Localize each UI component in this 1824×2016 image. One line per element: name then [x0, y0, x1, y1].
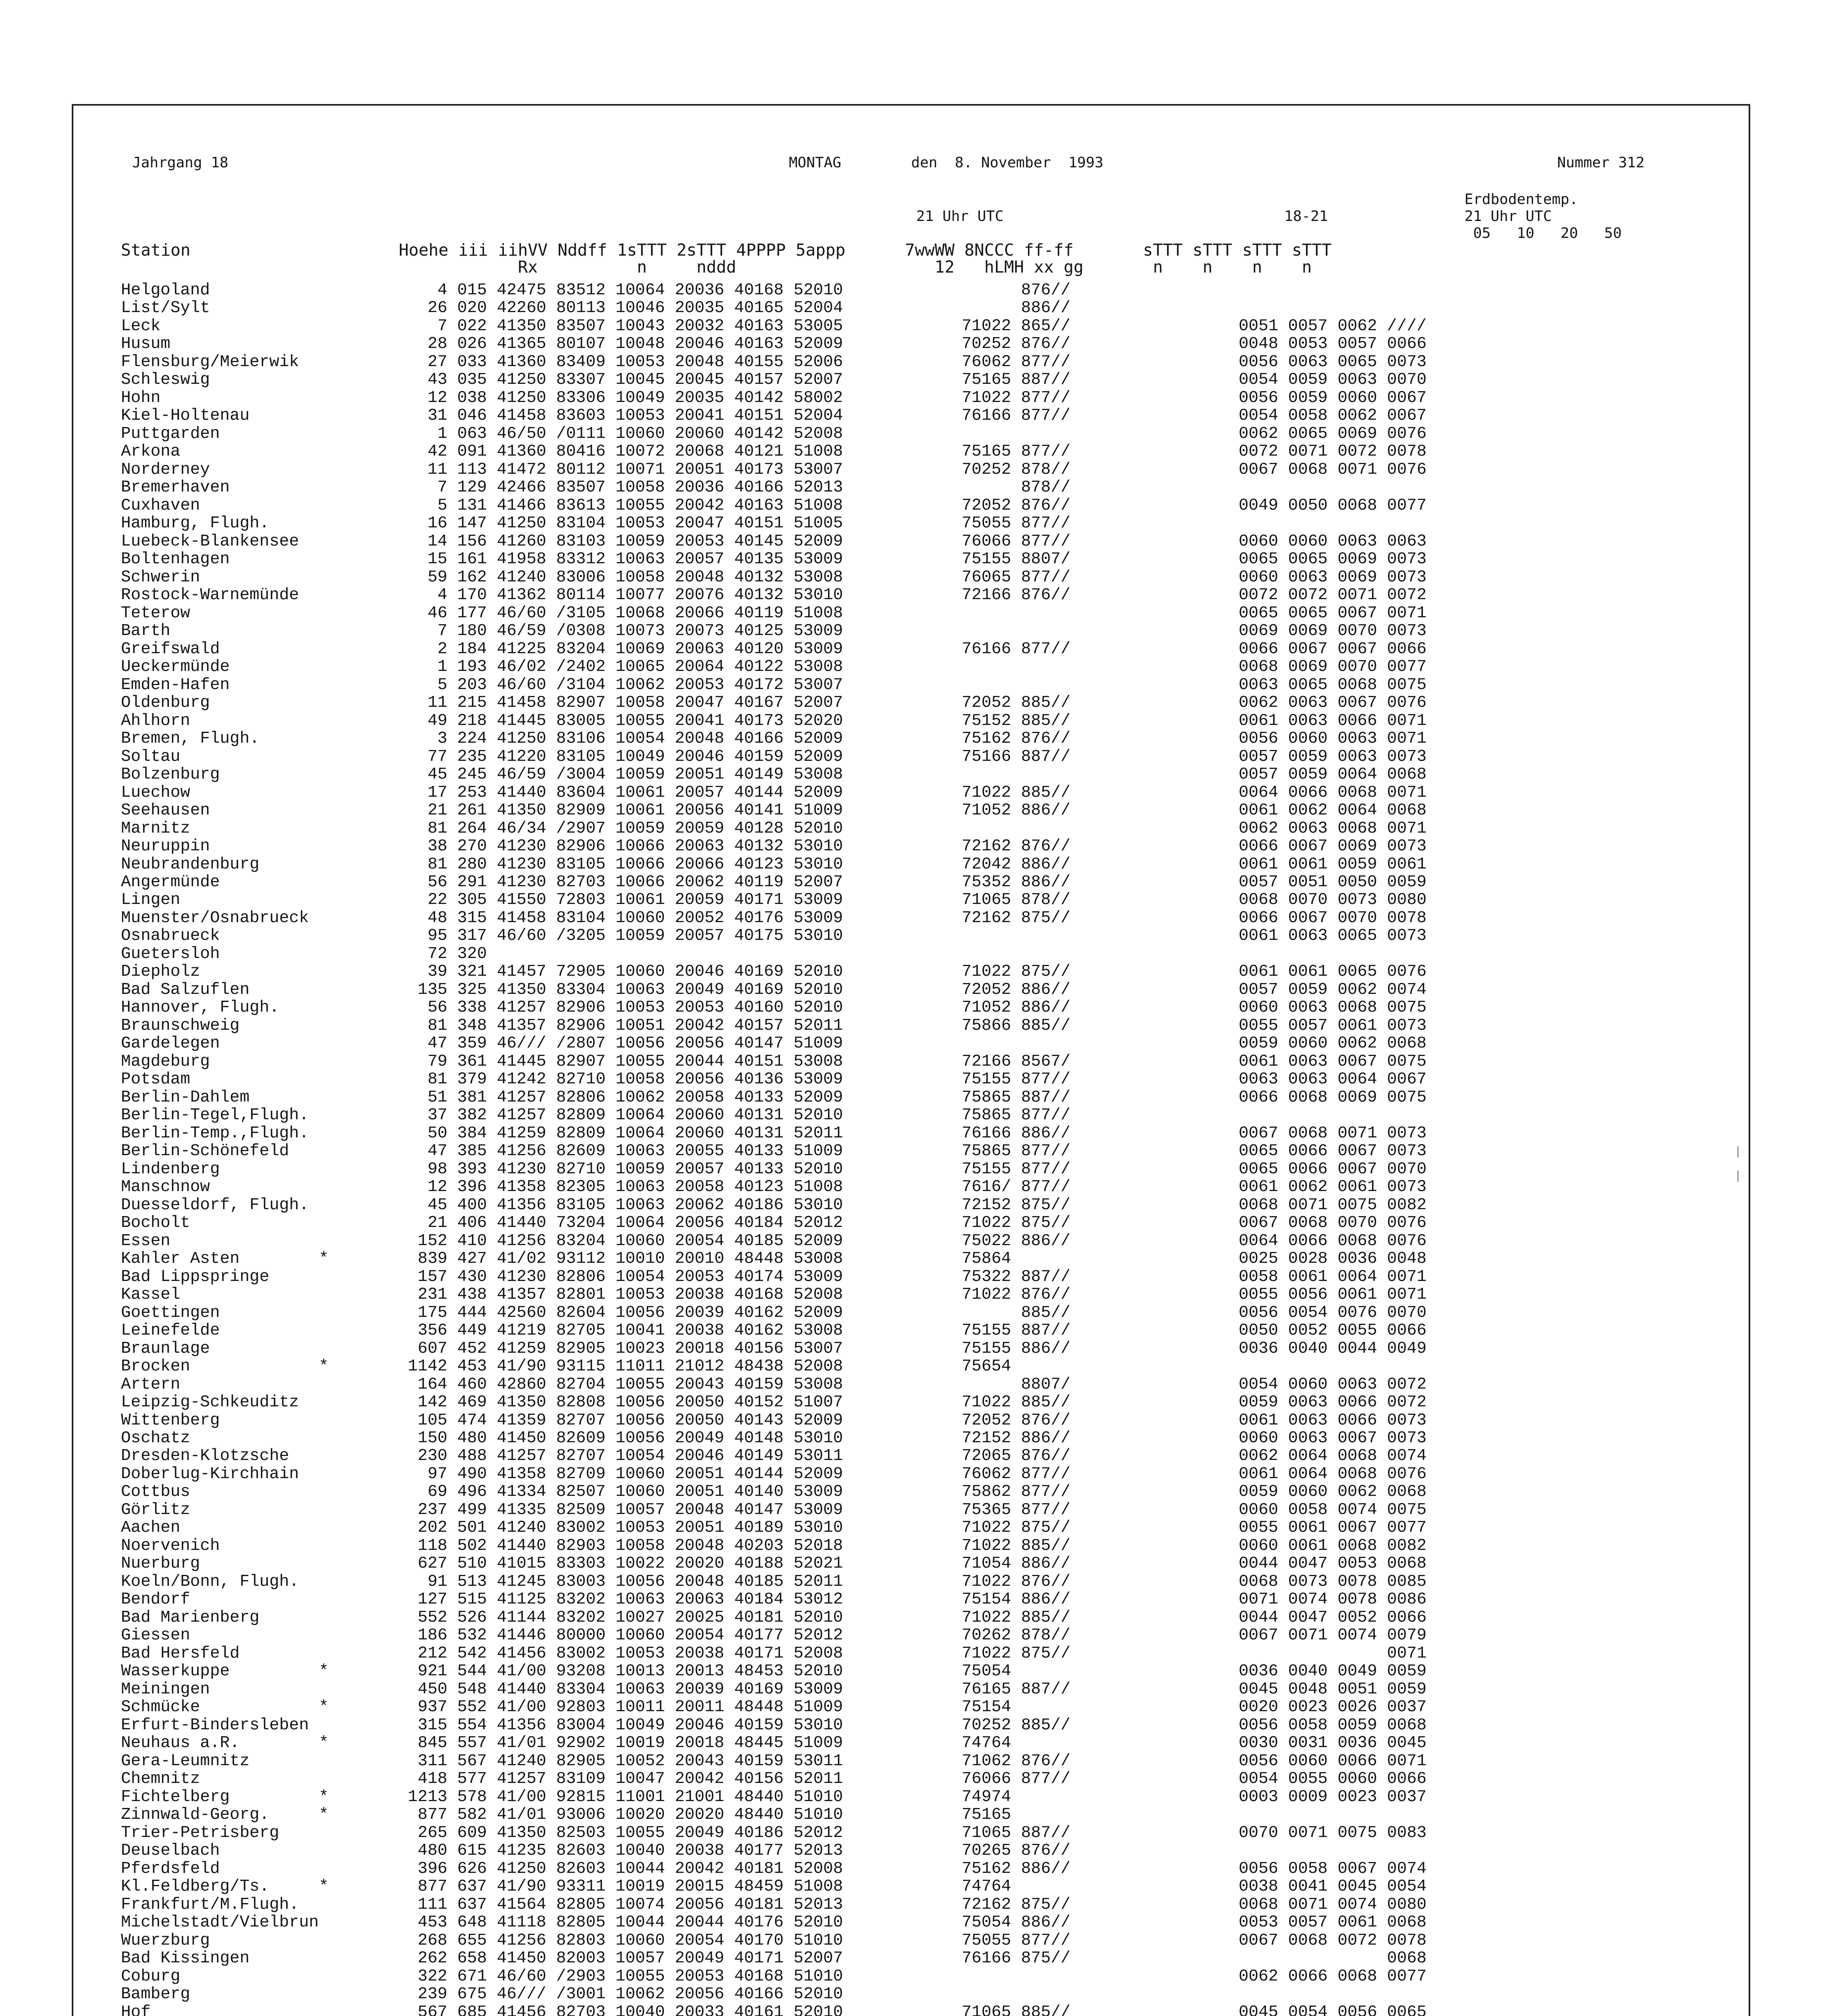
- station-row: Husum 28 026 41365 80107 10048 20046 40163 52009 70252 876// 0048 0053 0057 0066: [121, 335, 1427, 354]
- station-row: Artern 164 460 42860 82704 10055 20043 40159 53008 8807/ 0054 0060 0063 0072: [121, 1375, 1427, 1394]
- soil-temp-title: Erdbodentemp.: [1464, 191, 1578, 208]
- station-row: Neuhaus a.R. * 845 557 41/01 92902 10019 20018 48445 51009 74764 0030 0031 0036 0045: [121, 1734, 1427, 1753]
- station-row: Bremen, Flugh. 3 224 41250 83106 10054 20048 40166 52009 75162 876// 0056 0060 0063 0071: [121, 729, 1427, 748]
- station-row: Chemnitz 418 577 41257 83109 10047 20042 40156 52011 76066 877// 0054 0055 0060 0066: [121, 1770, 1427, 1789]
- station-row: Soltau 77 235 41220 83105 10049 20046 40159 52009 75166 887// 0057 0059 0063 0073: [121, 747, 1427, 766]
- station-row: Wasserkuppe * 921 544 41/00 93208 10013 20013 48453 52010 75054 0036 0040 0049 0059: [121, 1662, 1427, 1681]
- station-row: Kiel-Holtenau 31 046 41458 83603 10053 20041 40151 52004 76166 877// 0054 0058 0062 0067: [121, 406, 1427, 425]
- station-row: Osnabrueck 95 317 46/60 /3205 10059 20057 40175 53010 0061 0063 0065 0073: [121, 927, 1427, 946]
- date-label: MONTAG den 8. November 1993: [789, 154, 1104, 171]
- station-row: Wittenberg 105 474 41359 82707 10056 20050 40143 52009 72052 876// 0061 0063 0066 0073: [121, 1411, 1427, 1430]
- station-row: Brocken * 1142 453 41/90 93115 11011 21012 48438 52008 75654: [121, 1357, 1011, 1376]
- station-row: Bad Lippspringe 157 430 41230 82806 10054 20053 40174 53009 75322 887// 0058 0061 0064 0071: [121, 1267, 1427, 1286]
- station-row: Potsdam 81 379 41242 82710 10058 20056 40136 53009 75155 877// 0063 0063 0064 0067: [121, 1070, 1427, 1089]
- soil-temp-time: 21 Uhr UTC: [1464, 208, 1552, 225]
- station-row: Rostock-Warnemünde 4 170 41362 80114 10077 20076 40132 53010 72166 876// 0072 0072 0071 0072: [121, 586, 1427, 605]
- station-row: Hof 567 685 41456 82703 10040 20033 40161 52010 71065 885// 0045 0054 0056 0065: [121, 2003, 1427, 2016]
- margin-mark: |: [1735, 1168, 1741, 1182]
- station-row: Hannover, Flugh. 56 338 41257 82906 10053 20053 40160 52010 71052 886// 0060 0063 0068 0075: [121, 998, 1427, 1017]
- station-row: Essen 152 410 41256 83204 10060 20054 40185 52009 75022 886// 0064 0066 0068 0076: [121, 1231, 1427, 1250]
- station-row: Schmücke * 937 552 41/00 92803 10011 20011 48448 51009 75154 0020 0023 0026 0037: [121, 1698, 1427, 1717]
- station-row: Helgoland 4 015 42475 83512 10064 20036 40168 52010 876//: [121, 281, 1071, 300]
- station-row: Doberlug-Kirchhain 97 490 41358 82709 10060 20051 40144 52009 76062 877// 0061 0064 0068 0076: [121, 1464, 1427, 1483]
- station-row: Boltenhagen 15 161 41958 83312 10063 20057 40135 53009 75155 8807/ 0065 0065 0069 0073: [121, 550, 1427, 569]
- observation-table: [121, 281, 1427, 2016]
- column-header-line2: Rx n nddd 12 hLMH xx gg n n n n: [121, 257, 1312, 277]
- station-row: Noervenich 118 502 41440 82903 10058 20048 40203 52018 71022 885// 0060 0061 0068 0082: [121, 1536, 1427, 1555]
- station-row: Erfurt-Bindersleben 315 554 41356 83004 10049 20046 40159 53010 70252 885// 0056 0058 0059 0068: [121, 1716, 1427, 1735]
- station-row: Michelstadt/Vielbrun 453 648 41118 82805 10044 20044 40176 52010 75054 886// 0053 0057 0061 0068: [121, 1913, 1427, 1932]
- station-row: Angermünde 56 291 41230 82703 10066 20062 40119 52007 75352 886// 0057 0051 0050 0059: [121, 873, 1427, 891]
- station-row: Nuerburg 627 510 41015 83303 10022 20020 40188 52021 71054 886// 0044 0047 0053 0068: [121, 1554, 1427, 1573]
- station-row: Bad Kissingen 262 658 41450 82003 10057 20049 40171 52007 76166 875// 0068: [121, 1949, 1427, 1968]
- station-row: Leck 7 022 41350 83507 10043 20032 40163 53005 71022 865// 0051 0057 0062 ////: [121, 317, 1427, 335]
- station-row: Schwerin 59 162 41240 83006 10058 20048 40132 53008 76065 877// 0060 0063 0069 0073: [121, 568, 1427, 587]
- station-row: Koeln/Bonn, Flugh. 91 513 41245 83003 10056 20048 40185 52011 71022 876// 0068 0073 0078 0085: [121, 1572, 1427, 1591]
- station-row: Pferdsfeld 396 626 41250 82603 10044 20042 40181 52008 75162 886// 0056 0058 0067 0074: [121, 1859, 1427, 1878]
- station-row: Berlin-Schönefeld 47 385 41256 82609 10063 20055 40133 51009 75865 877// 0065 0066 0067 0073: [121, 1142, 1427, 1161]
- station-row: Bad Hersfeld 212 542 41456 83002 10053 20038 40171 52008 71022 875// 0071: [121, 1644, 1427, 1663]
- station-row: Greifswald 2 184 41225 83204 10069 20063 40120 53009 76166 877// 0066 0067 0067 0066: [121, 639, 1427, 658]
- station-row: Hohn 12 038 41250 83306 10049 20035 40142 58002 71022 877// 0056 0059 0060 0067: [121, 388, 1427, 407]
- station-row: List/Sylt 26 020 42260 80113 10046 20035 40165 52004 886//: [121, 299, 1071, 318]
- station-row: Fichtelberg * 1213 578 41/00 92815 11001 21001 48440 51010 74974 0003 0009 0023 0037: [121, 1787, 1427, 1806]
- station-row: Muenster/Osnabrueck 48 315 41458 83104 10060 20052 40176 53009 72162 875// 0066 0067 0070 0078: [121, 908, 1427, 927]
- station-row: Trier-Petrisberg 265 609 41350 82503 10055 20049 40186 52012 71065 887// 0070 0071 0075 0083: [121, 1823, 1427, 1842]
- station-row: Lindenberg 98 393 41230 82710 10059 20057 40133 52010 75155 877// 0065 0066 0067 0070: [121, 1160, 1427, 1179]
- soil-depths: 05 10 20 50: [1464, 225, 1622, 242]
- station-row: Guetersloh 72 320: [121, 944, 487, 963]
- station-row: Dresden-Klotzsche 230 488 41257 82707 10054 20046 40149 53011 72065 876// 0062 0064 0068 0074: [121, 1447, 1427, 1466]
- station-row: Cottbus 69 496 41334 82507 10060 20051 40140 53009 75862 877// 0059 0060 0062 0068: [121, 1483, 1427, 1502]
- station-row: Goettingen 175 444 42560 82604 10056 20039 40162 52009 885// 0056 0054 0076 0070: [121, 1303, 1427, 1322]
- station-row: Gera-Leumnitz 311 567 41240 82905 10052 20043 40159 53011 71062 876// 0056 0060 0066 0071: [121, 1752, 1427, 1770]
- station-row: Norderney 11 113 41472 80112 10071 20051 40173 53007 70252 878// 0067 0068 0071 0076: [121, 460, 1427, 479]
- station-row: Leinefelde 356 449 41219 82705 10041 20038 40162 53008 75155 887// 0050 0052 0055 0066: [121, 1321, 1427, 1340]
- station-row: Luebeck-Blankensee 14 156 41260 83103 10059 20053 40145 52009 76066 877// 0060 0060 0063 0063: [121, 532, 1427, 551]
- station-row: Berlin-Dahlem 51 381 41257 82806 10062 20058 40133 52009 75865 887// 0066 0068 0069 0075: [121, 1088, 1427, 1107]
- station-row: Diepholz 39 321 41457 72905 10060 20046 40169 52010 71022 875// 0061 0061 0065 0076: [121, 962, 1427, 981]
- station-row: Frankfurt/M.Flugh. 111 637 41564 82805 10074 20056 40181 52013 72162 875// 0068 0071 0074 0080: [121, 1895, 1427, 1914]
- station-row: Meiningen 450 548 41440 83304 10063 20039 40169 53009 76165 887// 0045 0048 0051 0059: [121, 1680, 1427, 1699]
- station-row: Magdeburg 79 361 41445 82907 10055 20044 40151 53008 72166 8567/ 0061 0063 0067 0075: [121, 1052, 1427, 1071]
- station-row: Puttgarden 1 063 46/50 /0111 10060 20060 40142 52008 0062 0065 0069 0076: [121, 424, 1427, 443]
- station-row: Kl.Feldberg/Ts. * 877 637 41/90 93311 10019 20015 48459 51008 74764 0038 0041 0045 0054: [121, 1877, 1427, 1896]
- station-row: Bad Marienberg 552 526 41144 83202 10027 20025 40181 52010 71022 885// 0044 0047 0052 0066: [121, 1608, 1427, 1627]
- station-row: Arkona 42 091 41360 80416 10072 20068 40121 51008 75165 877// 0072 0071 0072 0078: [121, 442, 1427, 461]
- station-row: Leipzig-Schkeuditz 142 469 41350 82808 10056 20050 40152 51007 71022 885// 0059 0063 0066 0072: [121, 1393, 1427, 1412]
- station-row: Ahlhorn 49 218 41445 83005 10055 20041 40173 52020 75152 885// 0061 0063 0066 0071: [121, 711, 1427, 730]
- margin-mark: |: [1735, 1144, 1741, 1158]
- station-row: Hamburg, Flugh. 16 147 41250 83104 10053 20047 40151 51005 75055 877//: [121, 514, 1071, 533]
- station-row: Barth 7 180 46/59 /0308 10073 20073 40125 53009 0069 0069 0070 0073: [121, 622, 1427, 641]
- station-row: Seehausen 21 261 41350 82909 10061 20056 40141 51009 71052 886// 0061 0062 0064 0068: [121, 801, 1427, 820]
- station-row: Deuselbach 480 615 41235 82603 10040 20038 40177 52013 70265 876//: [121, 1841, 1071, 1860]
- station-row: Marnitz 81 264 46/34 /2907 10059 20059 40128 52010 0062 0063 0068 0071: [121, 819, 1427, 838]
- station-row: Gardelegen 47 359 46/// /2807 10056 20056 40147 51009 0059 0060 0062 0068: [121, 1034, 1427, 1053]
- station-row: Luechow 17 253 41440 83604 10061 20057 40144 52009 71022 885// 0064 0066 0068 0071: [121, 783, 1427, 802]
- station-row: Cuxhaven 5 131 41466 83613 10055 20042 40163 51008 72052 876// 0049 0050 0068 0077: [121, 496, 1427, 515]
- station-row: Berlin-Temp.,Flugh. 50 384 41259 82809 10064 20060 40131 52011 76166 886// 0067 0068 0071 0073: [121, 1124, 1427, 1143]
- period-label: 18-21: [1284, 208, 1328, 225]
- station-row: Manschnow 12 396 41358 82305 10063 20058 40123 51008 7616/ 877// 0061 0062 0061 0073: [121, 1178, 1427, 1197]
- station-row: Berlin-Tegel,Flugh. 37 382 41257 82809 10064 20060 40131 52010 75865 877//: [121, 1106, 1071, 1125]
- station-row: Bolzenburg 45 245 46/59 /3004 10059 20051 40149 53008 0057 0059 0064 0068: [121, 765, 1427, 784]
- station-row: Wuerzburg 268 655 41256 82803 10060 20054 40170 51010 75055 877// 0067 0068 0072 0078: [121, 1931, 1427, 1950]
- station-row: Bamberg 239 675 46/// /3001 10062 20056 40166 52010: [121, 1985, 843, 2004]
- time-label: 21 Uhr UTC: [916, 208, 1004, 225]
- station-row: Bad Salzuflen 135 325 41350 83304 10063 20049 40169 52010 72052 886// 0057 0059 0062 0074: [121, 980, 1427, 999]
- station-row: Flensburg/Meierwik 27 033 41360 83409 10053 20048 40155 52006 76062 877// 0056 0063 0065 0073: [121, 352, 1427, 371]
- station-row: Teterow 46 177 46/60 /3105 10068 20066 40119 51008 0065 0065 0067 0071: [121, 604, 1427, 623]
- station-row: Oldenburg 11 215 41458 82907 10058 20047 40167 52007 72052 885// 0062 0063 0067 0076: [121, 694, 1427, 712]
- station-row: Schleswig 43 035 41250 83307 10045 20045 40157 52007 75165 887// 0054 0059 0063 0070: [121, 371, 1427, 389]
- station-row: Duesseldorf, Flugh. 45 400 41356 83105 10063 20062 40186 53010 72152 875// 0068 0071 0075 0082: [121, 1195, 1427, 1214]
- station-row: Coburg 322 671 46/60 /2903 10055 20053 40168 51010 0062 0066 0068 0077: [121, 1967, 1427, 1986]
- station-row: Neuruppin 38 270 41230 82906 10066 20063 40132 53010 72162 876// 0066 0067 0069 0073: [121, 837, 1427, 856]
- station-row: Emden-Hafen 5 203 46/60 /3104 10062 20053 40172 53007 0063 0065 0068 0075: [121, 675, 1427, 694]
- column-header-line1: Station Hoehe iii iihVV Nddff 1sTTT 2sTTT 4PPPP 5appp 7wwWW 8NCCC ff-ff sTTT sTTT sTTT sTTT: [121, 240, 1332, 260]
- station-row: Bremerhaven 7 129 42466 83507 10058 20036 40166 52013 878//: [121, 478, 1071, 497]
- station-row: Bendorf 127 515 41125 83202 10063 20063 40184 53012 75154 886// 0071 0074 0078 0086: [121, 1590, 1427, 1609]
- issue-number: Nummer 312: [1557, 154, 1645, 171]
- station-row: Braunlage 607 452 41259 82905 10023 20018 40156 53007 75155 886// 0036 0040 0044 0049: [121, 1339, 1427, 1358]
- station-row: Kahler Asten * 839 427 41/02 93112 10010 20010 48448 53008 75864 0025 0028 0036 0048: [121, 1250, 1427, 1268]
- station-row: Braunschweig 81 348 41357 82906 10051 20042 40157 52011 75866 885// 0055 0057 0061 0073: [121, 1016, 1427, 1035]
- station-row: Giessen 186 532 41446 80000 10060 20054 40177 52012 70262 878// 0067 0071 0074 0079: [121, 1626, 1427, 1645]
- station-row: Zinnwald-Georg. * 877 582 41/01 93006 10020 20020 48440 51010 75165: [121, 1806, 1011, 1824]
- volume-label: Jahrgang 18: [132, 154, 229, 171]
- station-row: Ueckermünde 1 193 46/02 /2402 10065 20064 40122 53008 0068 0069 0070 0077: [121, 658, 1427, 677]
- station-row: Aachen 202 501 41240 83002 10053 20051 40189 53010 71022 875// 0055 0061 0067 0077: [121, 1518, 1427, 1537]
- station-row: Bocholt 21 406 41440 73204 10064 20056 40184 52012 71022 875// 0067 0068 0070 0076: [121, 1214, 1427, 1233]
- station-row: Oschatz 150 480 41450 82609 10056 20049 40148 53010 72152 886// 0060 0063 0067 0073: [121, 1429, 1427, 1447]
- station-row: Kassel 231 438 41357 82801 10053 20038 40168 52008 71022 876// 0055 0056 0061 0071: [121, 1285, 1427, 1304]
- station-row: Görlitz 237 499 41335 82509 10057 20048 40147 53009 75365 877// 0060 0058 0074 0075: [121, 1500, 1427, 1519]
- station-row: Neubrandenburg 81 280 41230 83105 10066 20066 40123 53010 72042 886// 0061 0061 0059 0061: [121, 855, 1427, 874]
- station-row: Lingen 22 305 41550 72803 10061 20059 40171 53009 71065 878// 0068 0070 0073 0080: [121, 891, 1427, 910]
